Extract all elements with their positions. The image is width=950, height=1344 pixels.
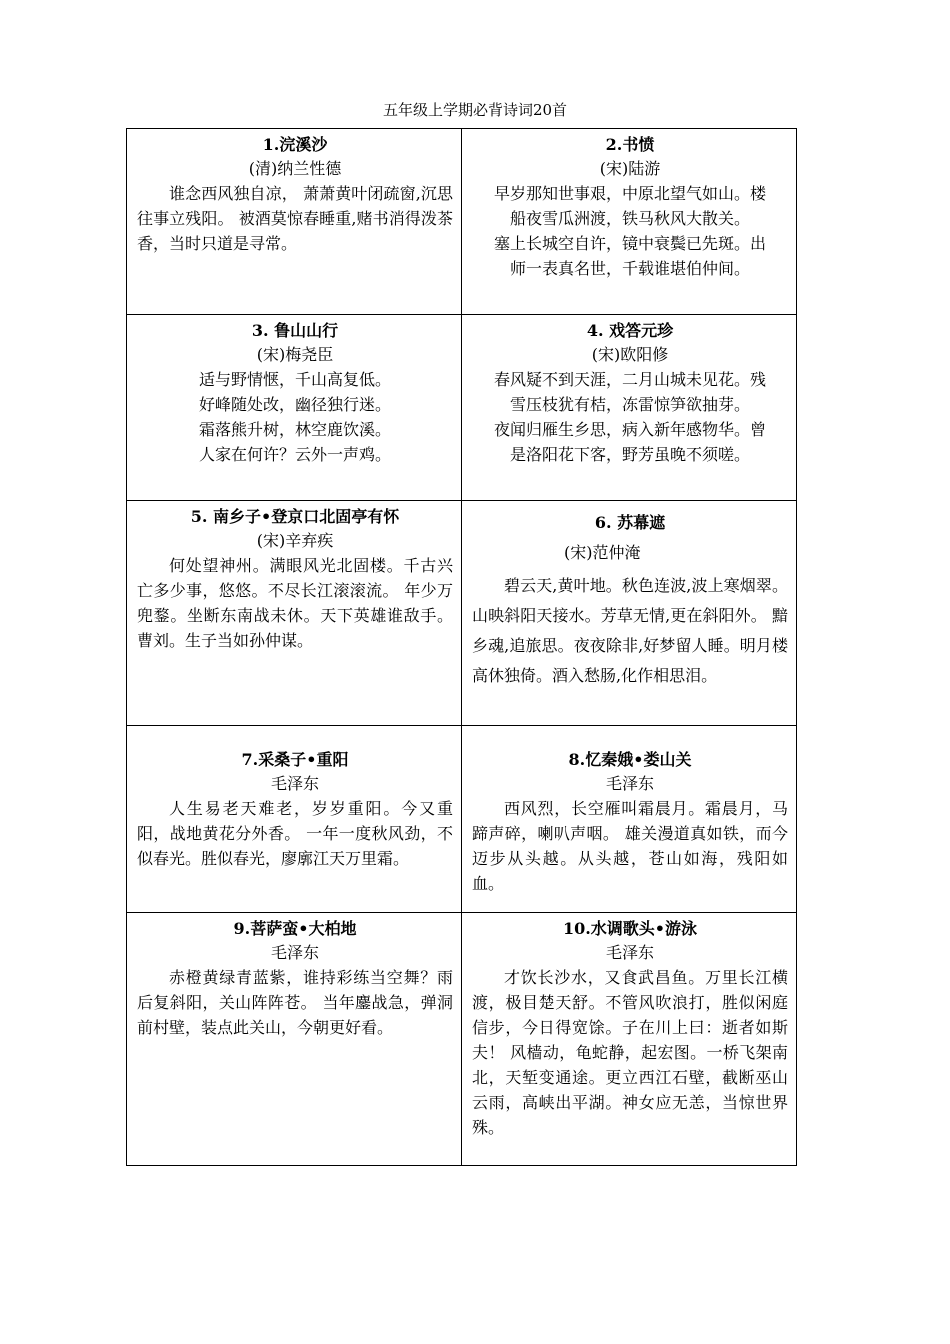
poem-text: 人生易老天难老，岁岁重阳。今又重阳，战地黄花分外香。 一年一度秋风劲，不似春光。胜似春光，廖廓江天万里霜。 (137, 799, 453, 868)
poem-author: 毛泽东 (270, 774, 319, 793)
poem-cell (127, 129, 462, 315)
poem-cell (127, 913, 462, 1166)
poem-line: 雪压枝犹有桔，冻雷惊笋欲抽芽。 (509, 395, 750, 414)
document-title: 五年级上学期必背诗词20首 (382, 101, 568, 119)
poem-title: 8.忆秦娥•娄山关 (568, 750, 692, 769)
poem-cell (127, 726, 462, 913)
poem-line: 塞上长城空自许，镜中衰鬓已先斑。出 (493, 234, 766, 253)
poem-cell (127, 315, 462, 501)
poem-title: 4. 戏答元珍 (586, 321, 674, 340)
poem-line: 适与野情惬，千山高复低。 (198, 370, 391, 389)
poem-author: (清)纳兰性德 (248, 159, 342, 178)
table-row (127, 501, 797, 726)
poem-author: 毛泽东 (605, 943, 654, 962)
poem-line: 春风疑不到天涯，二月山城未见花。残 (493, 370, 766, 389)
poem-text: 赤橙黄绿青蓝紫，谁持彩练当空舞？雨后复斜阳，关山阵阵苍。 当年鏖战急，弹洞前村壁，装点此关山，今朝更好看。 (137, 968, 453, 1037)
poem-text: 碧云天,黄叶地。秋色连波,波上寒烟翠。山映斜阳天接水。芳草无情,更在斜阳外。 黯乡魂,追旅思。夜夜除非,好梦留人睡。明月楼高休独倚。酒入愁肠,化作相思泪。 (472, 576, 788, 685)
poem-line: 早岁那知世事艰，中原北望气如山。楼 (493, 184, 766, 203)
poem-text: 谁念西风独自凉， 萧萧黄叶闭疏窗,沉思往事立残阳。 被酒莫惊春睡重,赌书消得泼茶香，当时只道是寻常。 (137, 184, 453, 253)
poem-title: 3. 鲁山山行 (251, 321, 339, 340)
poem-title: 6. 苏幕遮 (594, 513, 666, 532)
poem-cell (127, 501, 462, 726)
poem-line: 夜闻归雁生乡思，病入新年感物华。曾 (493, 420, 766, 439)
poem-text: 才饮长沙水，又食武昌鱼。万里长江横渡，极目楚天舒。不管风吹浪打，胜似闲庭信步，今日得宽馀。子在川上曰：逝者如斯夫！ 风樯动，龟蛇静，起宏图。一桥飞架南北，天堑变通途。更立西江石壁，截断巫山云雨，高峡出平湖。神女应无恙，当惊世界殊。 (472, 968, 788, 1137)
poem-author: 毛泽东 (605, 774, 654, 793)
poem-author: (宋)辛弃疾 (256, 531, 334, 550)
poem-table (126, 128, 797, 1166)
poem-title: 9.菩萨蛮•大柏地 (233, 919, 357, 938)
poem-line: 是洛阳花下客，野芳虽晚不须嗟。 (509, 445, 750, 464)
poem-cell (462, 129, 797, 315)
poem-title: 2.书愤 (605, 135, 655, 154)
table-row (127, 315, 797, 501)
poem-cell (462, 913, 797, 1166)
poem-author: (宋)陆游 (599, 159, 661, 178)
poem-author: (宋)梅尧臣 (256, 345, 334, 364)
poem-text: 何处望神州。满眼风光北固楼。千古兴亡多少事，悠悠。不尽长江滚滚流。 年少万兜鍪。坐断东南战未休。天下英雄谁敌手。曹刘。生子当如孙仲谋。 (137, 556, 453, 650)
poem-cell (462, 726, 797, 913)
poem-title: 5. 南乡子•登京口北固亭有怀 (190, 507, 400, 526)
poem-line: 船夜雪瓜洲渡，铁马秋风大散关。 (509, 209, 750, 228)
table-row (127, 726, 797, 913)
poem-title: 7.采桑子•重阳 (241, 750, 349, 769)
poem-title: 1.浣溪沙 (262, 135, 328, 154)
poem-author: (宋)范仲淹 (564, 543, 641, 562)
poem-title: 10.水调歌头•游泳 (562, 919, 698, 938)
poem-author: (宋)欧阳修 (591, 345, 669, 364)
table-row (127, 129, 797, 315)
poem-cell (462, 501, 797, 726)
poem-text: 西风烈，长空雁叫霜晨月。霜晨月，马蹄声碎，喇叭声咽。 雄关漫道真如铁，而今迈步从头越。从头越，苍山如海，残阳如血。 (472, 799, 788, 893)
poem-line: 好峰随处改，幽径独行迷。 (198, 395, 391, 414)
poem-line: 师一表真名世，千载谁堪伯仲间。 (509, 259, 750, 278)
poem-cell (462, 315, 797, 501)
table-row (127, 913, 797, 1166)
poem-line: 霜落熊升树，林空鹿饮溪。 (198, 420, 391, 439)
poem-line: 人家在何许？云外一声鸡。 (198, 445, 391, 464)
poem-author: 毛泽东 (270, 943, 319, 962)
